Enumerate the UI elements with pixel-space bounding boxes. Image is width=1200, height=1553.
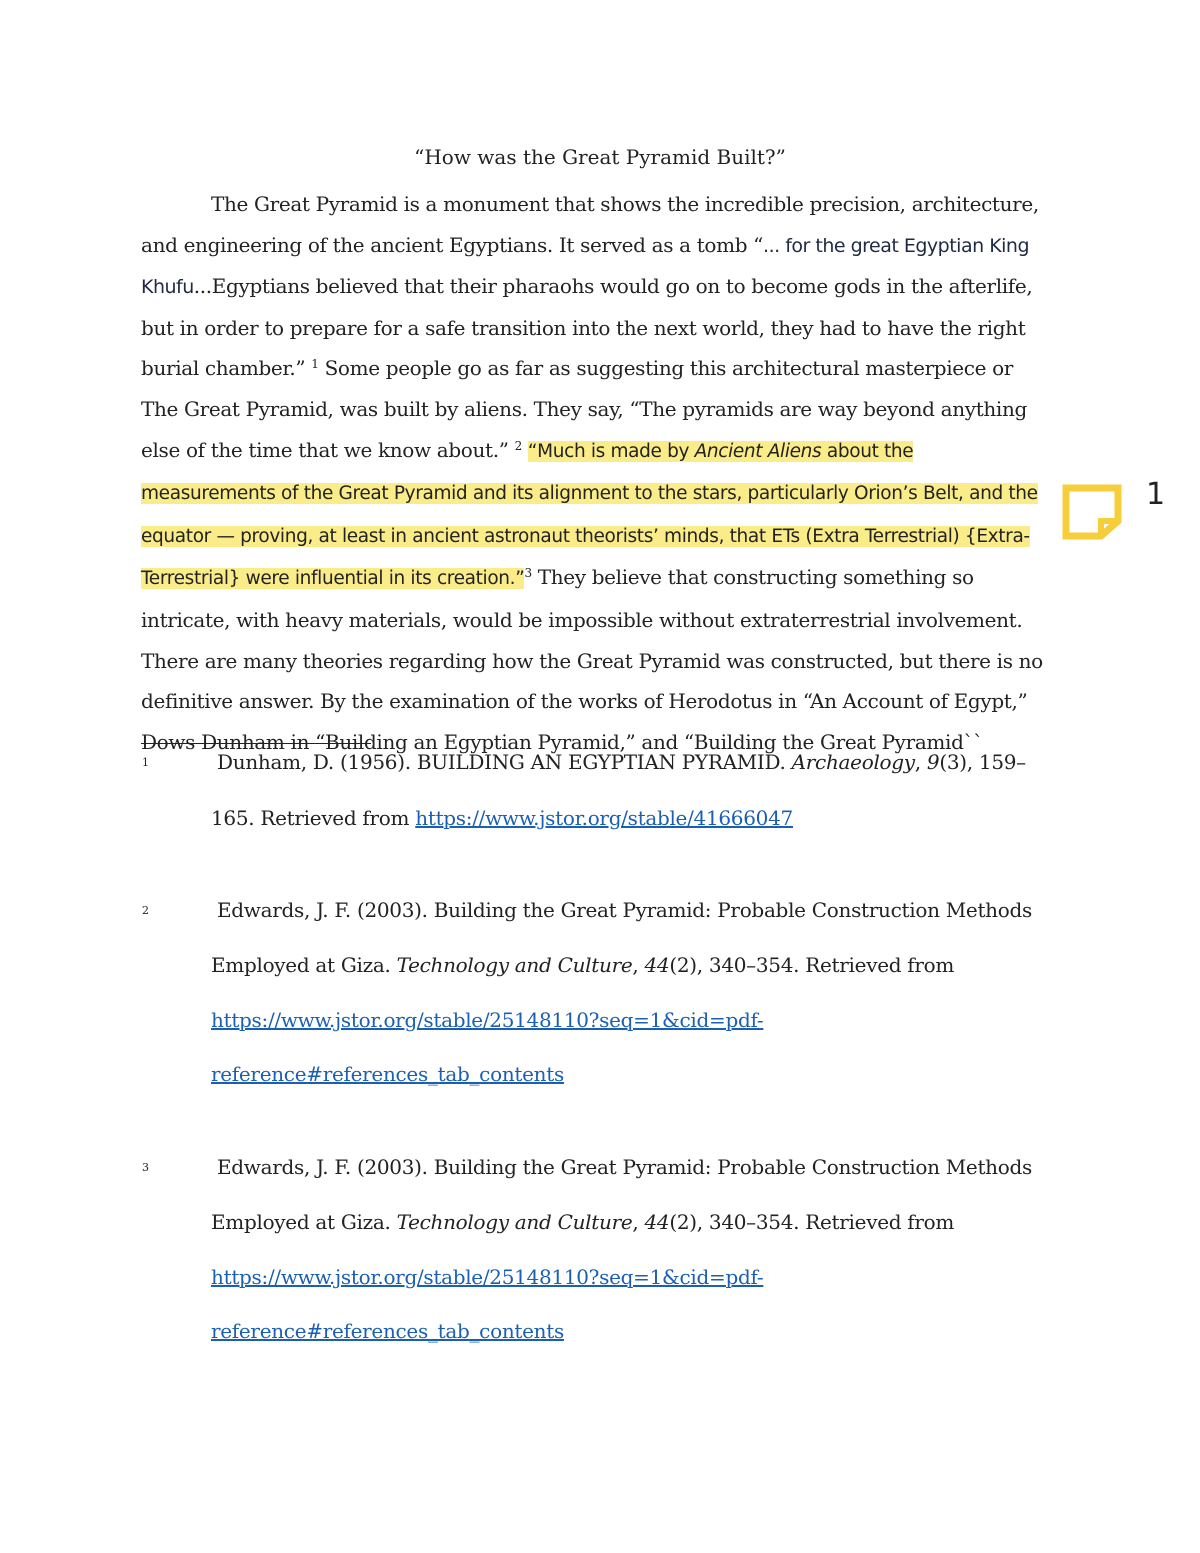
volume-number: 9: [926, 750, 940, 774]
footnote-text: (2), 340–354. Retrieved from: [669, 1210, 955, 1234]
footnote-line: [211, 1008, 763, 1032]
footnote-1: [141, 750, 1081, 850]
footnote-number: 3: [142, 1161, 149, 1174]
volume-number: 44: [644, 1210, 670, 1234]
quoted-text: ... for the great Egyptian King Khufu: [141, 234, 1030, 299]
footnote-line: [217, 750, 1026, 774]
footnote-ref[interactable]: 3: [524, 566, 532, 581]
footnote-ref[interactable]: 2: [514, 438, 522, 453]
footnote-2: [141, 898, 1081, 1098]
footnote-link[interactable]: https://www.jstor.org/stable/41666047: [415, 806, 793, 830]
highlight-text: “Much is made by: [527, 440, 695, 462]
journal-name: Technology and Culture: [396, 953, 633, 977]
footnote-link[interactable]: https://www.jstor.org/stable/25148110?seq=1&cid=pdf-: [211, 1008, 764, 1032]
body-text: They believe that constructing something so intricate, with heavy materials, would be impossible without extraterrestrial involvement. There are many theories regarding how the Great Pyramid was constructed, but there is no definitive answer. By the examination of the works of Herodotus in “An Account of Egypt,” Dows Dunham in “Building an Egyptian Pyramid,” and “Building the Great Pyramid``: [141, 565, 1043, 754]
body-text: The Great Pyramid is a monument that shows the incredible precision, architecture, and engineering of the ancient Egyptians. It served as a tomb “: [141, 192, 1039, 257]
footnote-line: [211, 1319, 564, 1343]
body-text: ...Egyptians believed that their pharaohs would go on to become gods in the afterlife, but in order to prepare for a safe transition into the next world, they had to have the right burial chamber.”: [141, 274, 1033, 381]
footnote-line: [211, 806, 793, 830]
footnote-text: 165. Retrieved from: [211, 806, 416, 830]
footnote-text: Employed at Giza.: [211, 953, 397, 977]
footnote-number: 1: [142, 756, 149, 769]
footnote-line: [211, 1210, 954, 1234]
footnote-text: ,: [914, 750, 927, 774]
highlight-italic: Ancient Aliens: [694, 440, 822, 462]
document-title: “How was the Great Pyramid Built?”: [414, 145, 786, 169]
footnote-number: 2: [142, 904, 149, 917]
footnote-text: ,: [632, 953, 645, 977]
footnote-link[interactable]: reference#references_tab_contents: [211, 1062, 564, 1086]
footnote-line: [211, 1265, 763, 1289]
footnote-line: [211, 953, 954, 977]
footnote-ref[interactable]: 1: [311, 357, 319, 372]
footnote-line: [211, 1062, 564, 1086]
highlight-text: about the measurements of the Great Pyramid and its alignment to the stars, particularly Orion’s Belt, and the equator — proving, at least in ancient astronaut theorists’ minds, that ETs (Extra Terrestrial) {Extra-Terrestrial} were influential in its creation.”: [141, 440, 1038, 590]
footnote-text: Employed at Giza.: [211, 1210, 397, 1234]
annotation-count[interactable]: 1: [1146, 477, 1166, 512]
footnote-link[interactable]: https://www.jstor.org/stable/25148110?seq=1&cid=pdf-: [211, 1265, 764, 1289]
footnote-line: Edwards, J. F. (2003). Building the Great Pyramid: Probable Construction Methods: [217, 898, 1032, 922]
footnote-link[interactable]: reference#references_tab_contents: [211, 1319, 564, 1343]
footnote-3: [141, 1155, 1081, 1355]
journal-name: Technology and Culture: [396, 1210, 633, 1234]
footnote-text: Dunham, D. (1956). BUILDING AN EGYPTIAN PYRAMID.: [217, 750, 792, 774]
body-paragraph: [141, 184, 1053, 762]
body-text: Some people go as far as suggesting this architectural masterpiece or The Great Pyramid, was built by aliens. They say, “The pyramids are way beyond anything else of the time that we know about.”: [141, 356, 1027, 462]
footnote-text: (2), 340–354. Retrieved from: [669, 953, 955, 977]
footnote-line: Edwards, J. F. (2003). Building the Great Pyramid: Probable Construction Methods: [217, 1155, 1032, 1179]
footnote-separator: [141, 743, 371, 744]
volume-number: 44: [644, 953, 670, 977]
sticky-note-icon[interactable]: [1061, 483, 1123, 541]
journal-name: Archaeology: [791, 750, 915, 774]
footnote-text: ,: [632, 1210, 645, 1234]
footnote-text: (3), 159–: [939, 750, 1026, 774]
